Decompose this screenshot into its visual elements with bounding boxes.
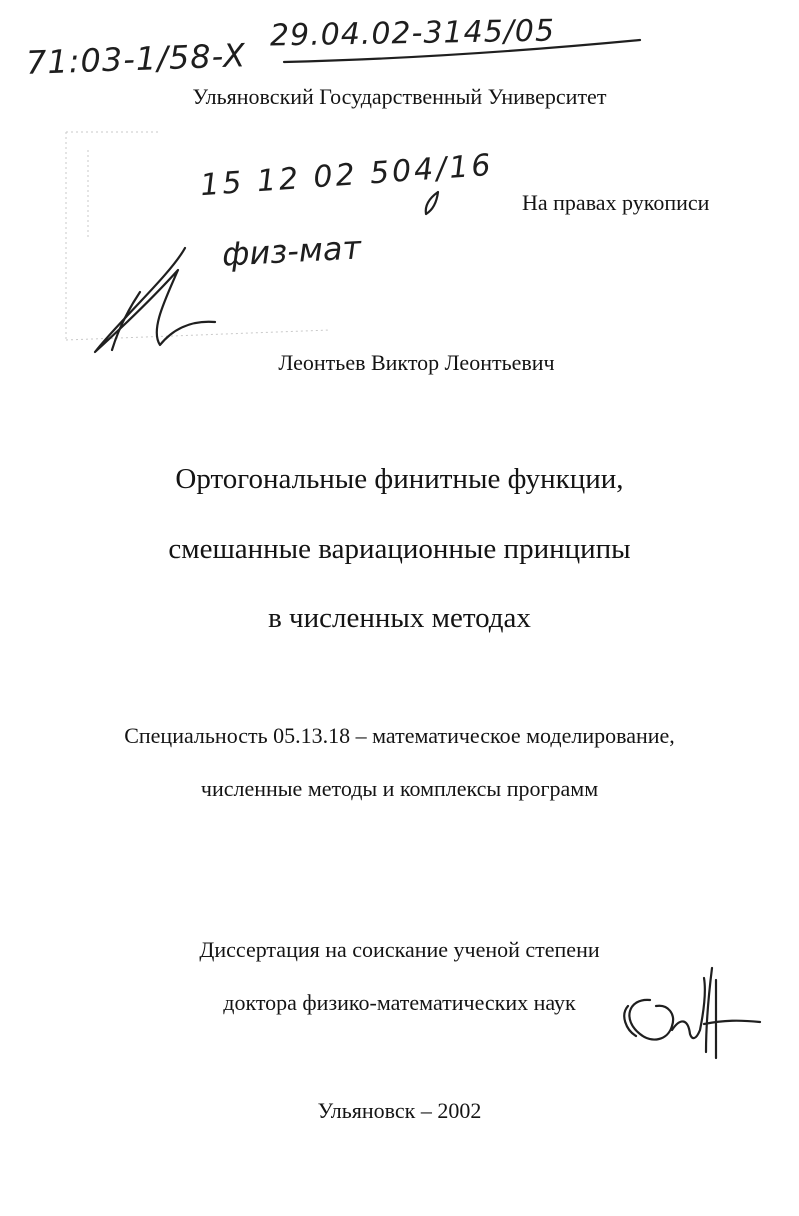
- dissertation-title-line-1: Ортогональные финитные функции,: [175, 463, 624, 495]
- archive-code-handwritten: 71:03-1/58-X: [25, 36, 247, 82]
- degree-line-2: доктора физико-математических наук: [223, 990, 576, 1015]
- receipt-date-handwritten: 15 12 02 504/16: [199, 147, 495, 204]
- left-signature-scribble: [95, 248, 215, 352]
- specialty-line-1: Специальность 05.13.18 – математическое моделирование,: [124, 723, 675, 748]
- degree-line-1: Диссертация на соискание ученой степени: [199, 937, 600, 962]
- dissertation-title-line-2: смешанные вариационные принципы: [168, 533, 631, 565]
- university-name: Ульяновский Государственный Университет: [192, 84, 607, 109]
- receipt-flourish: [426, 192, 438, 214]
- specialty-line-2: численные методы и комплексы программ: [200, 776, 599, 801]
- department-handwritten: физ-мат: [221, 228, 363, 274]
- dissertation-title-line-3: в численных методах: [268, 602, 531, 634]
- registration-underline: [284, 40, 640, 62]
- city-and-year: Ульяновск – 2002: [317, 1098, 482, 1123]
- manuscript-rights-note: На правах рукописи: [522, 190, 710, 215]
- right-signature: [629, 968, 760, 1058]
- author-name: Леонтьев Виктор Леонтьевич: [278, 350, 555, 375]
- registration-handwritten: 29.04.02-3145/05: [269, 13, 556, 54]
